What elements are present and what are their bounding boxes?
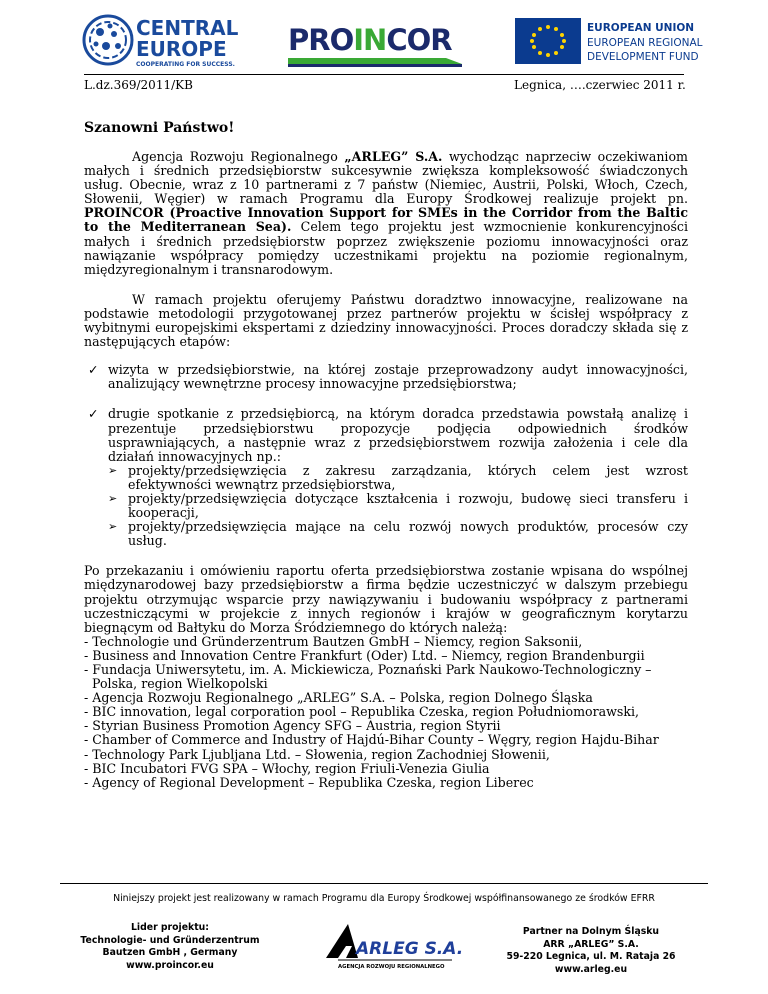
svg-text:PROINCOR: PROINCOR [288,23,452,57]
list-item: ✓ drugie spotkanie z przedsiębiorcą, na którym doradca przedstawia powstałą analizę i prezentuje przedsiębiorstwu propozycje podjęcia odpowiednich środków usprawniających, a następnie wraz z przedsiębiorstwem rozwija założenia i cele dla działań innowacyjnych np.: ➢ projekty/przedsięwzięcia z zakresu zarządzania, których celem jest wzrost efektywności wewnątrz przedsiębiorstwa, ➢ projekty/przedsięwzięcia dotyczące kształcenia i rozwoju, budowę sieci transferu i kooperacji, ➢ projekty/przedsięwzięcia mające na celu rozwój nowych produktów, procesów czy usług. [88,406,688,549]
sub-list-item: ➢ projekty/przedsięwzięcia mające na celu rozwój nowych produktów, procesów czy usług. [108,519,688,549]
svg-text:AGENCJA ROZWOJU REGIONALNEGO: AGENCJA ROZWOJU REGIONALNEGO [338,964,445,970]
list-item: - Technologie und Gründerzentrum Bautzen GmbH – Niemcy, region Saksonii, [84,633,583,649]
list-item: Polska, region Wielkopolski [84,676,268,692]
paragraph-partners: Po przekazaniu i omówieniu raportu oferta przedsiębiorstwa zostanie wpisana do wspólnej międzynarodowej bazy przedsiębiorstw a firma będzie uczestniczyć w dalszym przebiegu projektu otrzymując wsparcie przy nawiązywaniu i budowaniu współpracy z partnerami uczestniczącymi w projekcie z innych regionów i krajów w geograficznym korytarzu biegnącym od Bałtyku do Morza Śródziemnego do których należą: [84,563,688,635]
paragraph-offer: W ramach projektu oferujemy Państwu doradztwo innowacyjne, realizowane na podstawie metodologii przygotowanej przez partnerów projektu w ścisłej współpracy z wybitnymi europejskimi ekspertami z dziedziny innowacyjności. Proces doradczy składa się z następujących etapów: [84,291,688,350]
proincor-link[interactable]: www.proincor.eu [126,959,214,971]
checkmark-icon: ✓ [88,362,99,378]
footer-divider [60,883,708,884]
footer-note: Niniejszy projekt jest realizowany w ramach Programu dla Europy Środkowej współfinansowanego ze środków EFRR [113,893,655,904]
list-item: - Styrian Business Promotion Agency SFG – Austria, region Styrii [84,718,501,734]
footer-partner: Partner na Dolnym Śląsku ARR „ARLEG” S.A. 59-220 Legnica, ul. M. Rataja 26 www.arleg.eu [486,926,696,976]
sub-list-item: ➢ projekty/przedsięwzięcia z zakresu zarządzania, których celem jest wzrost efektywności wewnątrz przedsiębiorstwa, [108,462,688,492]
svg-text:EUROPE: EUROPE [136,37,227,61]
svg-text:COOPERATING FOR SUCCESS.: COOPERATING FOR SUCCESS. [136,61,235,68]
letter-date: Legnica, ….czerwiec 2011 r. [514,78,686,92]
list-item: - Agency of Regional Development – Republika Czeska, region Liberec [84,774,534,790]
arrow-bullet-icon: ➢ [108,491,118,505]
arleg-logo [318,920,464,972]
paragraph-intro: Agencja Rozwoju Regionalnego „ARLEG” S.A. wychodząc naprzeciw oczekiwaniom małych i średnich przedsiębiorstw sukcesywnie zwiększa kompleksowość świadczonych usług. Obecnie, wraz z 10 partnerami z 7 państw (Niemiec, Austrii, Polski, Włoch, Czech, Słowenii, Węgier) w ramach Programu dla Europy Środkowej realizuje projekt pn. PROINCOR (Proactive Innovation Support for SMEs in the Corridor from the Baltic to the Mediterranean Sea). Celem tego projektu jest wzmocnienie konkurencyjności małych i średnich przedsiębiorstw poprzez zwiększenie poziomu innowacyjności oraz nawiązanie współpracy pomiędzy uczestnikami projektu na poziomie regionalnym, międzyregionalnym i transnarodowym. [84,149,688,277]
eu-logo [515,14,703,70]
checkmark-icon: ✓ [88,406,99,422]
list-item: - Chamber of Commerce and Industry of Hajdú-Bihar County – Węgry, region Hajdu-Bihar [84,732,659,748]
list-item: - BIC Incubatori FVG SPA – Włochy, region Friuli-Venezia Giulia [84,760,490,776]
arrow-bullet-icon: ➢ [108,463,118,477]
list-item: - BIC innovation, legal corporation pool – Republika Czeska, region Południomorawski, [84,704,640,720]
eu-flag-icon [515,18,581,64]
list-item: - Business and Innovation Centre Frankfurt (Oder) Ltd. – Niemcy, region Brandenburgii [84,647,645,663]
central-europe-logo [80,10,250,70]
greeting: Szanowni Państwo! [84,120,235,136]
footer-project-leader: Lider projektu: Technologie- und Gründerzentrum Bautzen GmbH , Germany www.proincor.eu [70,922,270,972]
svg-text:DEVELOPMENT FUND: DEVELOPMENT FUND [587,51,699,63]
list-item: - Agencja Rozwoju Regionalnego „ARLEG” S.A. – Polska, region Dolnego Śląska [84,690,593,706]
header-divider [84,74,684,75]
arleg-link[interactable]: www.arleg.eu [554,963,628,975]
list-item: ✓ wizyta w przedsiębiorstwie, na której zostaje przeprowadzony audyt innowacyjności, analizujący wewnętrzne procesy innowacyjne przedsiębiorstwa; [88,362,688,392]
partner-list [84,635,688,790]
reference-number: L.dz.369/2011/KB [84,78,193,92]
list-item: - Fundacja Uniwersytetu, im. A. Mickiewicza, Poznański Park Naukowo-Technologiczny – [84,662,652,677]
svg-text:EUROPEAN REGIONAL: EUROPEAN REGIONAL [587,37,703,49]
arrow-bullet-icon: ➢ [108,520,118,534]
globe-icon [84,16,132,64]
sub-list-item: ➢ projekty/przedsięwzięcia dotyczące kształcenia i rozwoju, budowę sieci transferu i kooperacji, [108,490,688,521]
svg-text:CENTRAL: CENTRAL [136,16,239,40]
svg-text:ARLEG S.A.: ARLEG S.A. [356,939,464,959]
svg-text:EUROPEAN UNION: EUROPEAN UNION [587,22,695,34]
proincor-logo [286,20,464,68]
letter-body [84,150,688,790]
list-item: - Technology Park Ljubljana Ltd. – Słowenia, region Zachodniej Słowenii, [84,746,550,762]
